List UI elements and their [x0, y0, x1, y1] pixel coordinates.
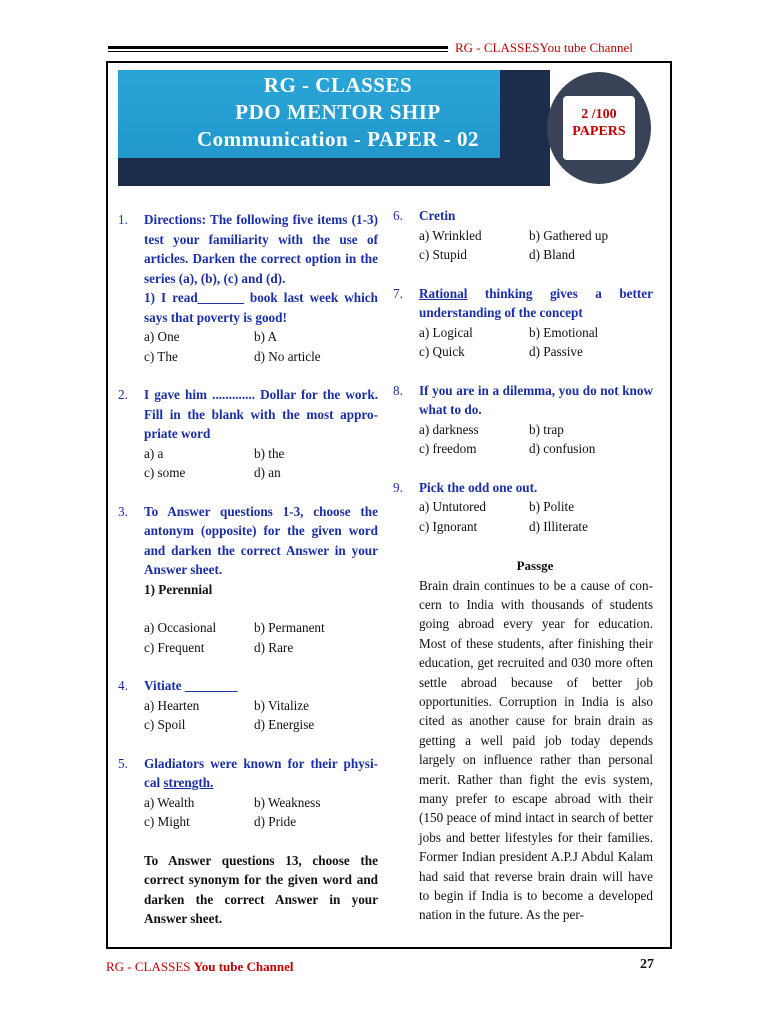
option-c[interactable]: c) Stupid [419, 247, 467, 262]
question-2 [118, 385, 378, 483]
option-c[interactable]: c) The [144, 348, 178, 364]
header-rule-thin [108, 51, 448, 52]
passage-title: Passge [516, 558, 554, 573]
page-number: 27 [640, 957, 654, 972]
option-a[interactable]: a) Wealth [144, 794, 195, 810]
option-d[interactable]: d) Pride [254, 814, 297, 829]
option-c[interactable]: c) Frequent [144, 639, 205, 655]
option-c[interactable]: c) Ignorant [419, 518, 478, 534]
question-number: 3. [118, 503, 128, 519]
banner-line-3: Communication - PAPER - 02 [196, 127, 480, 151]
question-number: 9. [393, 479, 403, 495]
option-b[interactable]: b) the [254, 445, 285, 461]
banner-line-2: PDO MENTOR SHIP [235, 100, 441, 124]
question-text: Vitiate ________ [144, 678, 238, 693]
question-text: Rational thinking gives a better understanding of the concept [419, 285, 653, 320]
option-d[interactable]: d) Bland [529, 247, 575, 262]
option-c[interactable]: c) Spoil [144, 717, 186, 732]
option-b[interactable]: b) Emotional [529, 324, 599, 340]
option-d[interactable]: d) Illiterate [529, 518, 588, 534]
question-5 [118, 754, 378, 832]
options [419, 323, 653, 362]
options [419, 497, 653, 536]
passage-body: Brain drain continues to be a cause of con-cern to India with thousands of students going abroad every year for education. Most of these students, after finishing their education, get recruited and 030 more often settle abroad because of better job opportunities. Corruption in India is also cited as another cause for brain drain as getting a well paid job today depends largely on influence rather than personal merit. Rather than fight the evis system, many prefer to escape abroad with their (150 peace of mind intact in search of better jobs and better lifestyles for their families. Former Indian president A.P.J Abdul Kalam had said that reverse brain drain will have to begin if India is to become a developed nation in the future. As the per- [419, 577, 653, 923]
option-b[interactable]: b) Gathered up [529, 227, 609, 243]
question-8 [393, 381, 653, 459]
options [144, 696, 378, 735]
option-c[interactable]: c) some [144, 465, 186, 480]
paper-count-badge [563, 96, 635, 160]
banner-line-1: RG - CLASSES [263, 73, 413, 97]
question-text: I gave him ............. Dollar for the work. Fill in the blank with the most appro-priate word [144, 387, 378, 441]
badge-count: 2 /100 [581, 107, 617, 122]
option-a[interactable]: a) Logical [419, 324, 473, 340]
option-b[interactable]: b) A [254, 329, 278, 344]
option-a[interactable]: a) Wrinkled [419, 227, 482, 243]
underlined-word: strength. [163, 775, 214, 790]
question-number: 8. [393, 382, 403, 398]
question-number: 7. [393, 285, 403, 301]
option-d[interactable]: d) an [254, 465, 281, 480]
question-7 [393, 284, 653, 362]
option-a[interactable]: a) Occasional [144, 620, 217, 635]
question-text: Pick the odd one out. [419, 479, 538, 495]
option-a[interactable]: a) darkness [419, 421, 479, 437]
options [144, 327, 378, 366]
question-number: 1. [118, 212, 128, 227]
option-b[interactable]: b) Vitalize [254, 697, 309, 713]
option-a[interactable]: a) a [144, 445, 164, 461]
question-text: If you are in a dilemma, you do not know what to do. [419, 382, 653, 417]
question-9 [393, 478, 653, 537]
synonym-instruction: To Answer questions 13, choose the correct synonym for the given word and darken the correct Answer in your Answer sheet. [144, 852, 378, 926]
question-text: Gladiators were known for their physi-cal strength. [144, 755, 378, 790]
question-3 [118, 502, 378, 658]
question-number: 2. [118, 387, 128, 402]
option-a[interactable]: a) One [144, 329, 180, 344]
banner-shadow [118, 158, 550, 186]
option-d[interactable]: d) No article [254, 348, 321, 364]
question-text: To Answer questions 1-3, choose the antonym (opposite) for the given word and darken the correct Answer in your Answer sheet. [144, 503, 378, 577]
option-c[interactable]: c) Might [144, 814, 190, 829]
question-text: Directions: The following five items (1-3) test your familiarity with the use of articles. Darken the correct option in the series (a), (b), (c) and (d). [144, 212, 378, 286]
option-d[interactable]: d) confusion [529, 441, 596, 456]
option-b[interactable]: b) trap [529, 421, 564, 437]
option-c[interactable]: c) Quick [419, 344, 465, 359]
question-4 [118, 676, 378, 735]
option-a[interactable]: a) Untutored [419, 499, 487, 514]
option-b[interactable]: b) Polite [529, 499, 575, 514]
option-d[interactable]: d) Rare [254, 639, 294, 655]
question-subtext: 1) I read_______ book last week which says that poverty is good! [144, 290, 378, 325]
question-6 [393, 206, 653, 265]
question-number: 6. [393, 208, 403, 223]
option-d[interactable]: d) Energise [254, 717, 315, 732]
footer-channel: RG - CLASSES You tube Channel [106, 959, 294, 974]
header-channel: RG - CLASSESYou tube Channel [455, 40, 633, 55]
underlined-word: Rational [419, 285, 468, 301]
question-number: 5. [118, 755, 128, 771]
options [144, 793, 378, 832]
question-text: Cretin [419, 208, 456, 223]
header-rule-thick [108, 46, 448, 49]
right-column [393, 206, 653, 925]
badge-label: PAPERS [572, 124, 626, 139]
option-c[interactable]: c) freedom [419, 441, 477, 456]
question-1 [118, 210, 378, 366]
options [419, 420, 653, 459]
question-number: 4. [118, 678, 128, 693]
option-d[interactable]: d) Passive [529, 344, 583, 359]
question-word: 1) Perennial [144, 581, 213, 597]
options [144, 444, 378, 483]
option-a[interactable]: a) Hearten [144, 697, 200, 713]
options [419, 226, 653, 265]
options [144, 618, 378, 657]
option-b[interactable]: b) Weakness [254, 794, 321, 810]
banner-title [118, 72, 558, 153]
option-b[interactable]: b) Permanent [254, 620, 325, 635]
left-column [118, 210, 378, 929]
